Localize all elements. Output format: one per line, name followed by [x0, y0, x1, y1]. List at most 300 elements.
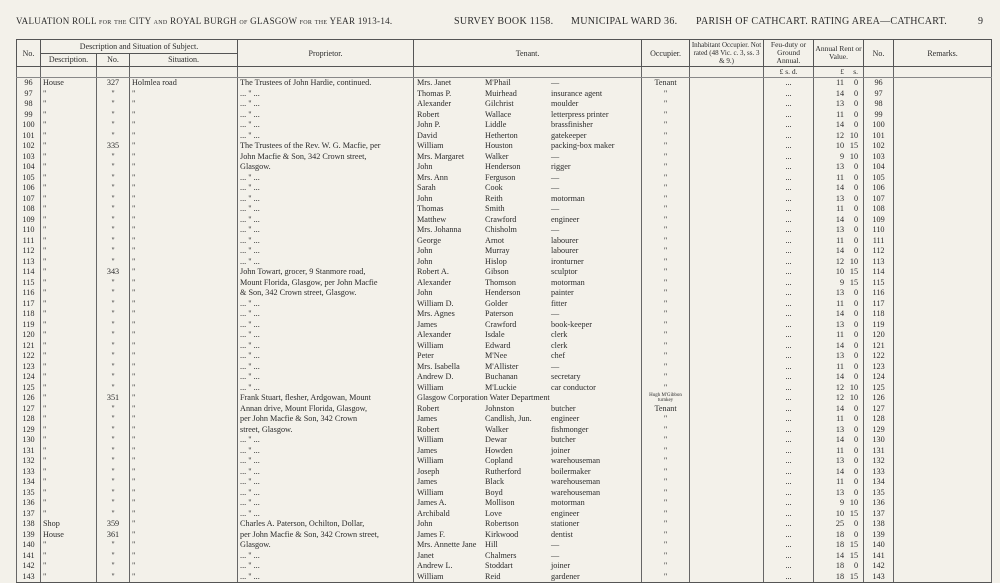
rent-pounds: 11 [836, 330, 845, 340]
tenant-occupation: sculptor [551, 267, 578, 277]
row-situation: " [130, 194, 238, 205]
rent-shillings: 10 [849, 382, 859, 392]
row-situation: " [130, 446, 238, 457]
row-proprietor: ... " ... [238, 309, 414, 320]
col-no: No. [17, 40, 41, 67]
row-street-number: " [97, 183, 130, 194]
row-number-right: 123 [864, 362, 894, 373]
rent-pounds: 14 [835, 88, 845, 98]
row-description: " [41, 393, 97, 404]
rent-pounds: 13 [835, 225, 845, 235]
rent-shillings: 0 [853, 330, 859, 340]
row-tenant [414, 225, 642, 236]
row-street-number: " [97, 131, 130, 142]
tenant-forename: Sarah [417, 183, 436, 193]
row-number-right: 135 [864, 488, 894, 499]
row-street-number: " [97, 498, 130, 509]
row-proprietor: ... " ... [238, 173, 414, 184]
row-remarks [894, 141, 992, 152]
tenant-occupation: engineer [551, 414, 580, 424]
row-number-right: 136 [864, 498, 894, 509]
row-number-right: 142 [864, 561, 894, 572]
row-description: " [41, 540, 97, 551]
rent-pounds: 11 [836, 414, 845, 424]
tenant-surname: Copland [485, 456, 513, 466]
rent-pounds: 14 [835, 550, 845, 560]
row-number: 117 [17, 299, 41, 310]
row-inhabitant [690, 110, 764, 121]
rent-shillings: 0 [853, 435, 859, 445]
row-number-right: 110 [864, 225, 894, 236]
row-remarks [894, 257, 992, 268]
row-proprietor: ... " ... [238, 89, 414, 100]
tenant-forename: Andrew L. [417, 561, 453, 571]
row-proprietor: John Towart, grocer, 9 Stanmore road, [238, 267, 414, 278]
table-row [17, 99, 992, 110]
row-remarks [894, 89, 992, 100]
row-inhabitant [690, 435, 764, 446]
row-feu-duty: ... [764, 509, 814, 520]
row-inhabitant [690, 393, 764, 404]
row-annual-rent [814, 393, 864, 404]
row-tenant [414, 236, 642, 247]
row-annual-rent [814, 194, 864, 205]
row-remarks [894, 414, 992, 425]
tenant-surname: Boyd [485, 487, 503, 497]
row-number: 105 [17, 173, 41, 184]
row-inhabitant [690, 183, 764, 194]
tenant-forename: Mrs. Agnes [417, 309, 455, 319]
row-tenant [414, 519, 642, 530]
tenant-surname: Golder [485, 298, 508, 308]
row-remarks [894, 446, 992, 457]
row-proprietor: ... " ... [238, 498, 414, 509]
row-remarks [894, 383, 992, 394]
row-remarks [894, 120, 992, 131]
row-remarks [894, 393, 992, 404]
tenant-occupation: butcher [551, 403, 576, 413]
feu-units: £ s. d. [764, 67, 814, 78]
row-feu-duty: ... [764, 414, 814, 425]
row-tenant [414, 99, 642, 110]
row-feu-duty: ... [764, 330, 814, 341]
valuation-table [16, 39, 992, 583]
tenant-surname: Robertson [485, 519, 519, 529]
tenant-occupation: insurance agent [551, 88, 603, 98]
rent-pounds: 14 [835, 309, 845, 319]
row-description: " [41, 162, 97, 173]
row-inhabitant [690, 320, 764, 331]
rent-pounds: 18 [835, 529, 845, 539]
row-street-number: " [97, 351, 130, 362]
row-description: " [41, 278, 97, 289]
tenant-occupation: — [551, 309, 560, 319]
row-remarks [894, 110, 992, 121]
tenant-surname: Cook [485, 183, 503, 193]
row-number: 126 [17, 393, 41, 404]
row-feu-duty: ... [764, 246, 814, 257]
row-number-right: 134 [864, 477, 894, 488]
col-description: Description. [41, 53, 97, 67]
row-remarks [894, 372, 992, 383]
row-situation: " [130, 372, 238, 383]
row-street-number: " [97, 456, 130, 467]
row-remarks [894, 288, 992, 299]
rent-pounds: 13 [835, 351, 845, 361]
col-occupier: Occupier. [642, 40, 690, 67]
tenant-forename: Mrs. Isabella [417, 361, 460, 371]
row-situation: " [130, 246, 238, 257]
row-feu-duty: ... [764, 152, 814, 163]
tenant-forename: William D. [417, 298, 454, 308]
row-annual-rent [814, 330, 864, 341]
row-feu-duty: ... [764, 257, 814, 268]
row-street-number: " [97, 477, 130, 488]
tenant-occupation: warehouseman [551, 456, 601, 466]
row-tenant [414, 372, 642, 383]
row-number-right: 99 [864, 110, 894, 121]
tenant-surname: M'Phail [485, 78, 511, 88]
tenant-forename: John [417, 246, 433, 256]
row-remarks [894, 551, 992, 562]
row-annual-rent [814, 404, 864, 415]
row-number-right: 104 [864, 162, 894, 173]
row-inhabitant [690, 551, 764, 562]
row-number: 135 [17, 488, 41, 499]
row-tenant [414, 215, 642, 226]
row-number: 139 [17, 530, 41, 541]
row-tenant [414, 330, 642, 341]
row-proprietor: & Son, 342 Crown street, Glasgow. [238, 288, 414, 299]
row-inhabitant [690, 278, 764, 289]
rent-pounds: 11 [836, 298, 845, 308]
row-remarks [894, 215, 992, 226]
row-number-right: 125 [864, 383, 894, 394]
row-proprietor: Annan drive, Mount Florida, Glasgow, [238, 404, 414, 415]
row-annual-rent [814, 509, 864, 520]
row-occupier: " [642, 194, 690, 205]
rent-shillings: 15 [849, 277, 859, 287]
row-number-right: 108 [864, 204, 894, 215]
rent-pounds: 14 [835, 435, 845, 445]
row-tenant [414, 446, 642, 457]
row-occupier: " [642, 225, 690, 236]
row-street-number: " [97, 278, 130, 289]
tenant-forename: Matthew [417, 214, 447, 224]
row-feu-duty: ... [764, 288, 814, 299]
row-number: 103 [17, 152, 41, 163]
row-number-right: 141 [864, 551, 894, 562]
row-tenant [414, 572, 642, 583]
row-occupier: " [642, 498, 690, 509]
row-occupier: " [642, 288, 690, 299]
tenant-surname: Stoddart [485, 561, 513, 571]
row-tenant [414, 183, 642, 194]
tenant-surname: M'Nee [485, 351, 507, 361]
row-description: " [41, 309, 97, 320]
row-tenant [414, 152, 642, 163]
row-tenant [414, 341, 642, 352]
row-number: 100 [17, 120, 41, 131]
row-proprietor: ... " ... [238, 446, 414, 457]
row-occupier: " [642, 131, 690, 142]
row-number: 129 [17, 425, 41, 436]
row-feu-duty: ... [764, 488, 814, 499]
rent-pounds: 14 [835, 214, 845, 224]
row-annual-rent [814, 341, 864, 352]
row-situation: " [130, 561, 238, 572]
row-number: 120 [17, 330, 41, 341]
tenant-occupation: car conductor [551, 382, 596, 392]
tenant-occupation [551, 393, 641, 403]
rent-pounds: 11 [836, 172, 845, 182]
row-occupier: Tenant [642, 78, 690, 89]
row-inhabitant [690, 225, 764, 236]
row-proprietor: ... " ... [238, 341, 414, 352]
row-number: 131 [17, 446, 41, 457]
row-occupier: " [642, 414, 690, 425]
row-annual-rent [814, 372, 864, 383]
row-tenant [414, 78, 642, 89]
table-row [17, 246, 992, 257]
row-situation: " [130, 425, 238, 436]
row-annual-rent [814, 299, 864, 310]
row-inhabitant [690, 572, 764, 583]
row-number-right: 119 [864, 320, 894, 331]
rent-pounds: 14 [835, 403, 845, 413]
row-description: " [41, 414, 97, 425]
tenant-surname: Mollison [485, 498, 515, 508]
survey-book: SURVEY BOOK 1158. [454, 16, 554, 27]
row-description: " [41, 215, 97, 226]
row-description: " [41, 551, 97, 562]
tenant-forename: John [417, 519, 433, 529]
row-number-right: 113 [864, 257, 894, 268]
row-proprietor: ... " ... [238, 257, 414, 268]
row-annual-rent [814, 561, 864, 572]
row-remarks [894, 488, 992, 499]
row-street-number: " [97, 257, 130, 268]
row-number-right: 126 [864, 393, 894, 404]
row-street-number: " [97, 572, 130, 583]
rent-pounds: 10 [835, 267, 845, 277]
row-number-right: 138 [864, 519, 894, 530]
row-tenant [414, 309, 642, 320]
row-number-right: 128 [864, 414, 894, 425]
row-proprietor: ... " ... [238, 351, 414, 362]
row-feu-duty: ... [764, 341, 814, 352]
row-inhabitant [690, 519, 764, 530]
row-proprietor: ... " ... [238, 572, 414, 583]
rent-shillings: 10 [849, 151, 859, 161]
row-feu-duty: ... [764, 99, 814, 110]
row-proprietor: ... " ... [238, 131, 414, 142]
row-situation: " [130, 110, 238, 121]
row-inhabitant [690, 561, 764, 572]
tenant-surname: M'Allister [485, 361, 519, 371]
tenant-surname: Ferguson [485, 172, 516, 182]
table-row [17, 257, 992, 268]
row-number: 121 [17, 341, 41, 352]
tenant-surname: Henderson [485, 288, 521, 298]
row-feu-duty: ... [764, 467, 814, 478]
row-description: " [41, 572, 97, 583]
rent-pounds: 12 [835, 256, 845, 266]
col-no-right: No. [864, 40, 894, 67]
row-occupier: " [642, 162, 690, 173]
row-occupier: " [642, 435, 690, 446]
rent-shillings: 0 [853, 319, 859, 329]
row-occupier: " [642, 519, 690, 530]
row-situation: " [130, 309, 238, 320]
row-occupier: Tenant [642, 404, 690, 415]
rent-pounds: 13 [835, 99, 845, 109]
row-proprietor: street, Glasgow. [238, 425, 414, 436]
row-inhabitant [690, 236, 764, 247]
row-description: " [41, 456, 97, 467]
row-situation: " [130, 540, 238, 551]
row-street-number: " [97, 404, 130, 415]
row-description: " [41, 467, 97, 478]
row-situation: " [130, 572, 238, 583]
rent-pounds: 9 [839, 151, 845, 161]
row-street-number: " [97, 173, 130, 184]
tenant-occupation: secretary [551, 372, 581, 382]
row-proprietor: ... " ... [238, 330, 414, 341]
table-row [17, 498, 992, 509]
row-occupier: " [642, 89, 690, 100]
row-situation: " [130, 278, 238, 289]
table-row [17, 288, 992, 299]
row-inhabitant [690, 309, 764, 320]
row-proprietor: Frank Stuart, flesher, Ardgowan, Mount [238, 393, 414, 404]
tenant-surname: Muirhead [485, 88, 517, 98]
table-row [17, 509, 992, 520]
tenant-occupation: — [551, 361, 560, 371]
row-tenant [414, 456, 642, 467]
table-row [17, 362, 992, 373]
row-feu-duty: ... [764, 309, 814, 320]
tenant-forename: Mrs. Janet [417, 78, 452, 88]
row-annual-rent [814, 383, 864, 394]
table-row [17, 351, 992, 362]
row-inhabitant [690, 404, 764, 415]
tenant-occupation: — [551, 204, 560, 214]
row-proprietor: ... " ... [238, 383, 414, 394]
row-proprietor: ... " ... [238, 183, 414, 194]
tenant-forename: Robert A. [417, 267, 449, 277]
row-remarks [894, 456, 992, 467]
row-occupier: " [642, 383, 690, 394]
tenant-forename: Alexander [417, 330, 452, 340]
tenant-surname: Thomson [485, 277, 516, 287]
row-inhabitant [690, 141, 764, 152]
row-situation: " [130, 404, 238, 415]
rent-shillings: 0 [853, 183, 859, 193]
row-occupier: " [642, 341, 690, 352]
tenant-occupation: gardener [551, 571, 580, 581]
row-description: " [41, 509, 97, 520]
row-inhabitant [690, 78, 764, 89]
row-number-right: 120 [864, 330, 894, 341]
row-description: " [41, 561, 97, 572]
row-proprietor: ... " ... [238, 299, 414, 310]
tenant-surname: Hetherton [485, 130, 518, 140]
rent-shillings: 0 [853, 445, 859, 455]
row-situation: " [130, 152, 238, 163]
tenant-surname: Houston [485, 141, 513, 151]
tenant-surname: Walker [485, 151, 509, 161]
rent-shillings: 0 [853, 529, 859, 539]
row-occupier: " [642, 246, 690, 257]
tenant-occupation: — [551, 172, 560, 182]
row-situation: " [130, 99, 238, 110]
row-number-right: 105 [864, 173, 894, 184]
tenant-occupation: motorman [551, 193, 585, 203]
row-number-right: 137 [864, 509, 894, 520]
rent-shillings: 15 [849, 550, 859, 560]
tenant-surname: Gibson [485, 267, 509, 277]
rent-pounds: 10 [835, 508, 845, 518]
row-annual-rent [814, 351, 864, 362]
rent-unit-shillings: s. [853, 67, 859, 76]
rent-shillings: 0 [853, 561, 859, 571]
row-street-number: " [97, 383, 130, 394]
row-number: 111 [17, 236, 41, 247]
row-number: 122 [17, 351, 41, 362]
tenant-occupation: chef [551, 351, 566, 361]
table-row [17, 404, 992, 415]
row-occupier: " [642, 425, 690, 436]
row-remarks [894, 330, 992, 341]
row-feu-duty: ... [764, 393, 814, 404]
row-street-number: " [97, 236, 130, 247]
row-remarks [894, 236, 992, 247]
row-feu-duty: ... [764, 204, 814, 215]
row-feu-duty: ... [764, 183, 814, 194]
row-occupier: " [642, 141, 690, 152]
row-street-number: 359 [97, 519, 130, 530]
tenant-occupation: engineer [551, 508, 580, 518]
tenant-forename: Mrs. Ann [417, 172, 448, 182]
row-description: House [41, 530, 97, 541]
rent-shillings: 0 [853, 225, 859, 235]
tenant-forename: William [417, 382, 444, 392]
row-inhabitant [690, 351, 764, 362]
row-tenant [414, 173, 642, 184]
row-number: 143 [17, 572, 41, 583]
row-annual-rent [814, 456, 864, 467]
row-annual-rent [814, 309, 864, 320]
tenant-occupation: painter [551, 288, 574, 298]
row-number: 107 [17, 194, 41, 205]
page-header [16, 16, 986, 30]
row-inhabitant [690, 215, 764, 226]
row-number-right: 118 [864, 309, 894, 320]
row-tenant [414, 414, 642, 425]
row-remarks [894, 152, 992, 163]
row-remarks [894, 362, 992, 373]
row-inhabitant [690, 446, 764, 457]
row-tenant [414, 89, 642, 100]
row-annual-rent [814, 225, 864, 236]
row-description: " [41, 477, 97, 488]
row-remarks [894, 246, 992, 257]
row-occupier: " [642, 530, 690, 541]
row-remarks [894, 519, 992, 530]
row-occupier: " [642, 183, 690, 194]
row-number-right: 115 [864, 278, 894, 289]
